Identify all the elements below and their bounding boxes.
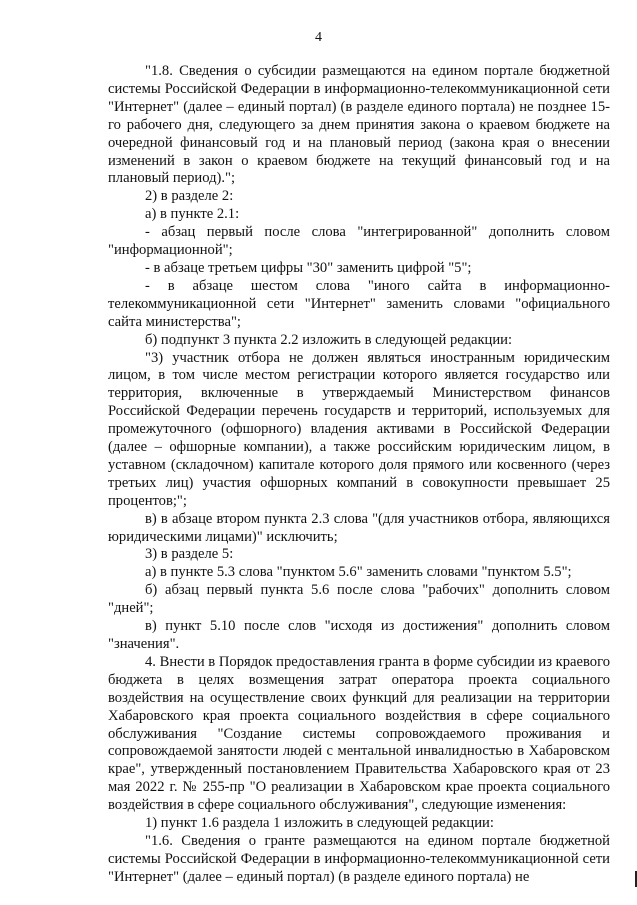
paragraph-offshore: "3) участник отбора не должен являться иностранным юридическим лицом, в том числе местом регистрации которого является государство или территория, включенные в утверждаемый Министерством финансов Российской Федерации перечень государств и территорий, используемых для промежуточного (офшорного) владения активами в Российской Федерации (далее – офшорные компании), а также российским юридическим лицом, в уставном (складочном) капитале которого доля прямого или косвенного (через третьих лиц) участия офшорных компаний в совокупности превышает 25 процентов;"; bbox=[108, 349, 610, 509]
paragraph-sixth-abzac: - в абзаце шестом слова "иного сайта в информационно-телекоммуникационной сети "Интернет" заменить словами "официального сайта министерства"; bbox=[108, 277, 610, 330]
paragraph-point-5-6: б) абзац первый пункта 5.6 после слова "рабочих" дополнить словом "дней"; bbox=[108, 582, 610, 617]
paragraph-point-5-10: в) пункт 5.10 после слов "исходя из достижения" дополнить словом "значения". bbox=[108, 618, 610, 652]
paragraph-grant-info: "1.6. Сведения о гранте размещаются на едином портале бюджетной системы Российской Федерации в информационно-телекоммуникационной сети "Интернет" (далее – единый портал) (в разделе единого портала) не bbox=[108, 832, 610, 885]
paragraph-subsidy-info: "1.8. Сведения о субсидии размещаются на едином портале бюджетной системы Российской Федерации в информационно-телекоммуникационной сети "Интернет" (далее – единый портал) (в разделе единого портала) не позднее 15-го рабочего дня, следующего за днем принятия закона о краевом бюджете на очередной финансовый год и на плановый период (закона края о внесении изменений в закон о краевом бюджете на текущий финансовый год и на плановый период)."; bbox=[108, 63, 610, 187]
paragraph-first-abzac: - абзац первый после слова "интегрированной" дополнить словом "информационной"; bbox=[108, 224, 610, 259]
paragraph-third-abzac: - в абзаце третьем цифры "30" заменить цифрой "5"; bbox=[145, 259, 472, 276]
paragraph-section-2: 2) в разделе 2: bbox=[145, 188, 234, 205]
paragraph-point-1-6: 1) пункт 1.6 раздела 1 изложить в следующей редакции: bbox=[145, 815, 494, 832]
document-body bbox=[108, 63, 610, 887]
paragraph-point-2-1: а) в пункте 2.1: bbox=[145, 206, 240, 223]
page-number: 4 bbox=[315, 30, 322, 45]
paragraph-point-5-3: а) в пункте 5.3 слова "пунктом 5.6" заменить словами "пунктом 5.5"; bbox=[145, 564, 572, 581]
paragraph-subpoint-3: б) подпункт 3 пункта 2.2 изложить в следующей редакции: bbox=[145, 331, 513, 348]
paragraph-point-2-3: в) в абзаце втором пункта 2.3 слова "(для участников отбора, являющихся юридическими лицами)" исключить; bbox=[108, 510, 610, 545]
paragraph-grant-order: 4. Внести в Порядок предоставления гранта в форме субсидии из краевого бюджета в целях возмещения затрат оператора проекта социального воздействия на осуществление своих функций для реализации на территории Хабаровского края проекта социального воздействия в сфере социального обслуживания "Создание системы сопровождаемого проживания и сопровождаемой занятости людей с ментальной инвалидностью в Хабаровском крае", утвержденный постановлением Правительства Хабаровского края от 23 мая 2022 г. № 255-пр "О реализации в Хабаровском крае проекта социального воздействия в сфере социального обслуживания", следующие изменения: bbox=[108, 653, 610, 814]
paragraph-section-5: 3) в разделе 5: bbox=[145, 546, 234, 563]
